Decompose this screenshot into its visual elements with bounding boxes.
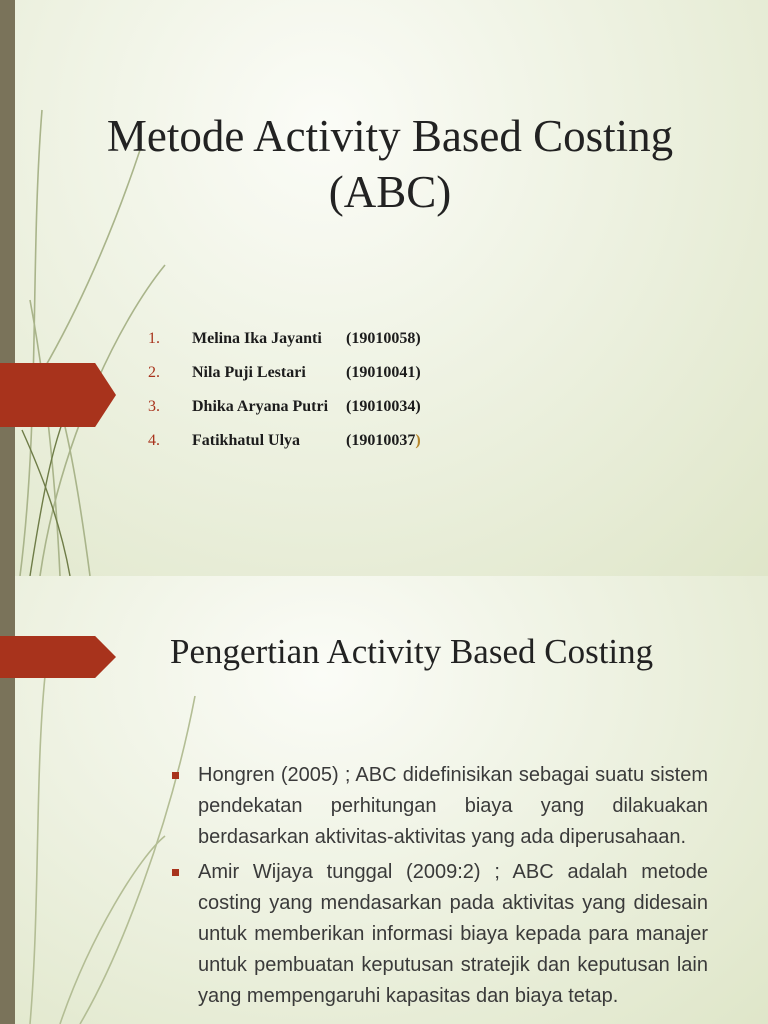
definition-text: Amir Wijaya tunggal (2009:2) ; ABC adalah metode costing yang mendasarkan pada aktivitas yang didesain untuk memberikan informasi biaya kepada para manajer untuk pembuatan keputusan stratejik dan keputusan lain yang mempengaruhi kapasitas dan biaya tetap. — [198, 861, 708, 1007]
red-arrow-marker — [0, 363, 116, 427]
member-nim: (19010058) — [346, 330, 421, 347]
square-bullet-icon — [172, 869, 179, 876]
member-nim-close: ) — [415, 432, 421, 449]
member-number: 4. — [148, 432, 160, 449]
decorative-stems — [0, 0, 200, 576]
member-list — [148, 322, 421, 458]
definition-text: Hongren (2005) ; ABC didefinisikan sebagai suatu sistem pendekatan perhitungan biaya yang dilakuakan berdasarkan aktivitas-aktivitas yang ada diperusahaan. — [198, 764, 708, 848]
member-name: Melina Ika Jayanti — [192, 330, 322, 347]
definition-item — [172, 857, 708, 1012]
square-bullet-icon — [172, 772, 179, 779]
member-item — [148, 390, 421, 424]
slide-title-heading — [40, 108, 740, 220]
member-nim: (19010037 — [346, 432, 416, 449]
member-number: 2. — [148, 364, 160, 381]
member-name: Fatikhatul Ulya — [192, 432, 301, 449]
member-item — [148, 356, 421, 390]
member-item — [148, 322, 421, 356]
member-name: Nila Puji Lestari — [192, 364, 306, 381]
red-arrow-marker — [0, 636, 116, 678]
slide-heading: Pengertian Activity Based Costing — [170, 632, 654, 671]
member-number: 1. — [148, 330, 160, 347]
title-line-1: Metode Activity Based Costing — [106, 111, 674, 161]
definition-list — [172, 760, 708, 1016]
member-nim-wrapper — [346, 432, 421, 450]
member-name: Dhika Aryana Putri — [192, 398, 329, 415]
member-number: 3. — [148, 398, 160, 415]
member-nim: (19010034) — [346, 398, 421, 415]
slide-definition — [0, 576, 768, 1024]
definition-item — [172, 760, 708, 853]
member-nim: (19010041) — [346, 364, 421, 381]
member-item — [148, 424, 421, 458]
title-line-2: (ABC) — [328, 167, 452, 217]
